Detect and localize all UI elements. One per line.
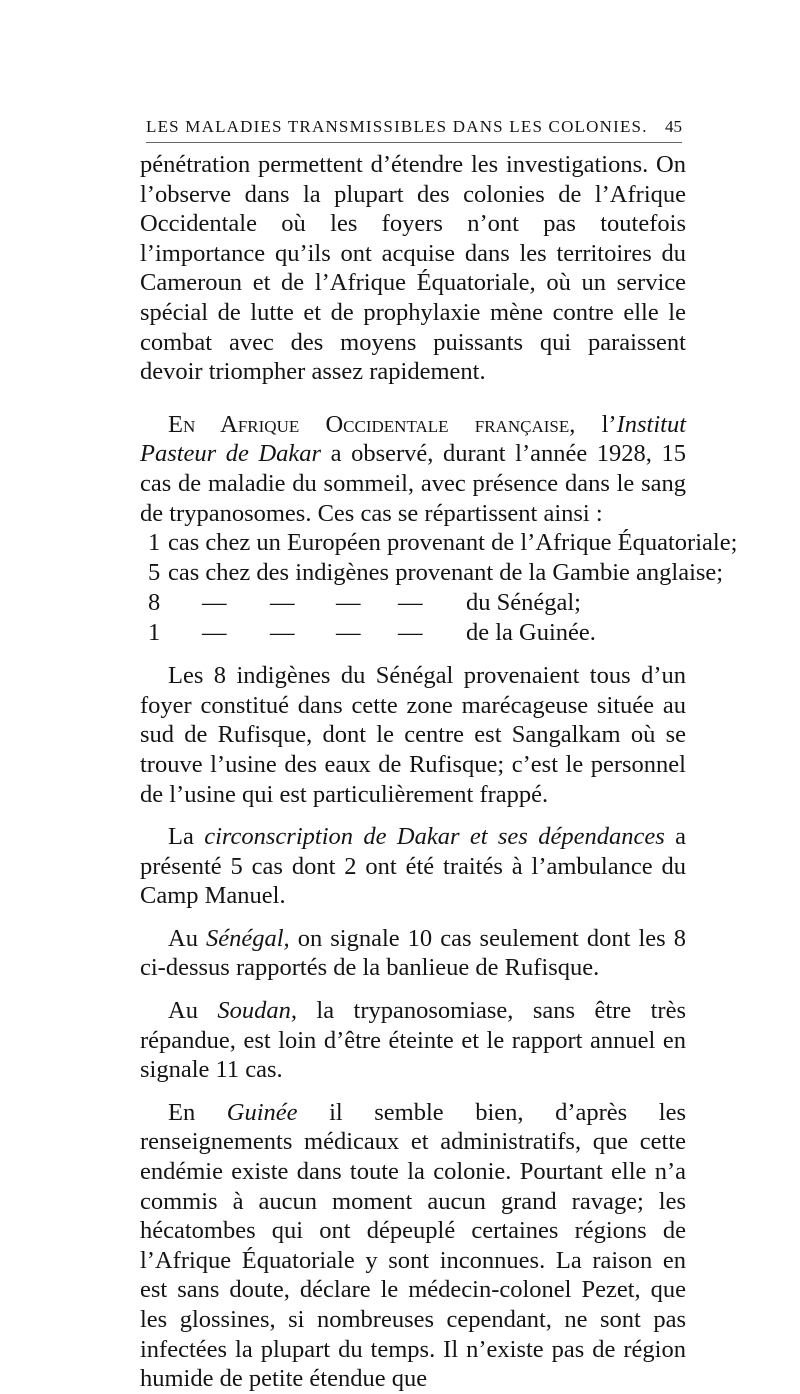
list-item: 1 cas chez un Européen provenant de l’Afrique Équatoriale;	[148, 529, 738, 557]
paragraph-2: En Afrique Occidentale française, l’Institut Pasteur de Dakar a observé, durant l’année 1928, 15 cas de maladie du sommeil, avec présence dans le sang de trypanosomes. Ces cas se répartissent ainsi :	[140, 410, 686, 527]
header-rule	[146, 142, 682, 143]
list-item: 8 — — — — du Sénégal;	[148, 589, 581, 617]
running-title: LES MALADIES TRANSMISSIBLES DANS LES COLONIES.	[146, 117, 648, 136]
case-list	[140, 528, 738, 648]
paragraph-6: Au Soudan, la trypanosomiase, sans être très répandue, est loin d’être éteinte et le rapport annuel en signale 11 cas.	[140, 997, 686, 1084]
paragraph-4: La circonscription de Dakar et ses dépendances a présenté 5 cas dont 2 ont été traités à l’ambulance du Camp Manuel.	[140, 823, 686, 910]
running-header	[146, 117, 682, 137]
list-item: 1 — — — — de la Guinée.	[148, 619, 596, 647]
paragraph-7: En Guinée il semble bien, d’après les renseignements médicaux et administratifs, que cette endémie existe dans toute la colonie. Pourtant elle n’a commis à aucun moment aucun grand ravage; les hécatombes qui ont dépeuplé certaines régions de l’Afrique Équatoriale y sont inconnues. La raison en est sans doute, déclare le médecin-colonel Pezet, que les glossines, si nombreuses cependant, ne sont pas infectées la plupart du temps. Il n’existe pas de région humide de petite étendue que	[140, 1098, 686, 1393]
institute-name: Institut Pasteur de Dakar	[140, 410, 686, 468]
paragraph-5: Au Sénégal, on signale 10 cas seulement dont les 8 ci-dessus rapportés de la banlieue de Rufisque.	[140, 924, 686, 982]
body-text	[140, 150, 738, 1394]
section-lead: En Afrique Occidentale française,	[168, 410, 576, 438]
paragraph-1: pénétration permettent d’étendre les investigations. On l’observe dans la plupart des colonies de l’Afrique Occidentale où les foyers n’ont pas toutefois l’importance qu’ils ont acquise dans les territoires du Cameroun et de l’Afrique Équatoriale, où un service spécial de lutte et de prophylaxie mène contre elle le combat avec des moyens puissants qui paraissent devoir triompher assez rapidement.	[140, 151, 686, 386]
list-item: 5 cas chez des indigènes provenant de la Gambie anglaise;	[148, 559, 724, 587]
page-number: 45	[665, 117, 682, 136]
paragraph-3: Les 8 indigènes du Sénégal provenaient tous d’un foyer constitué dans cette zone marécageuse située au sud de Rufisque, dont le centre est Sangalkam où se trouve l’usine des eaux de Rufisque; c’est le personnel de l’usine qui est particulièrement frappé.	[140, 662, 686, 808]
